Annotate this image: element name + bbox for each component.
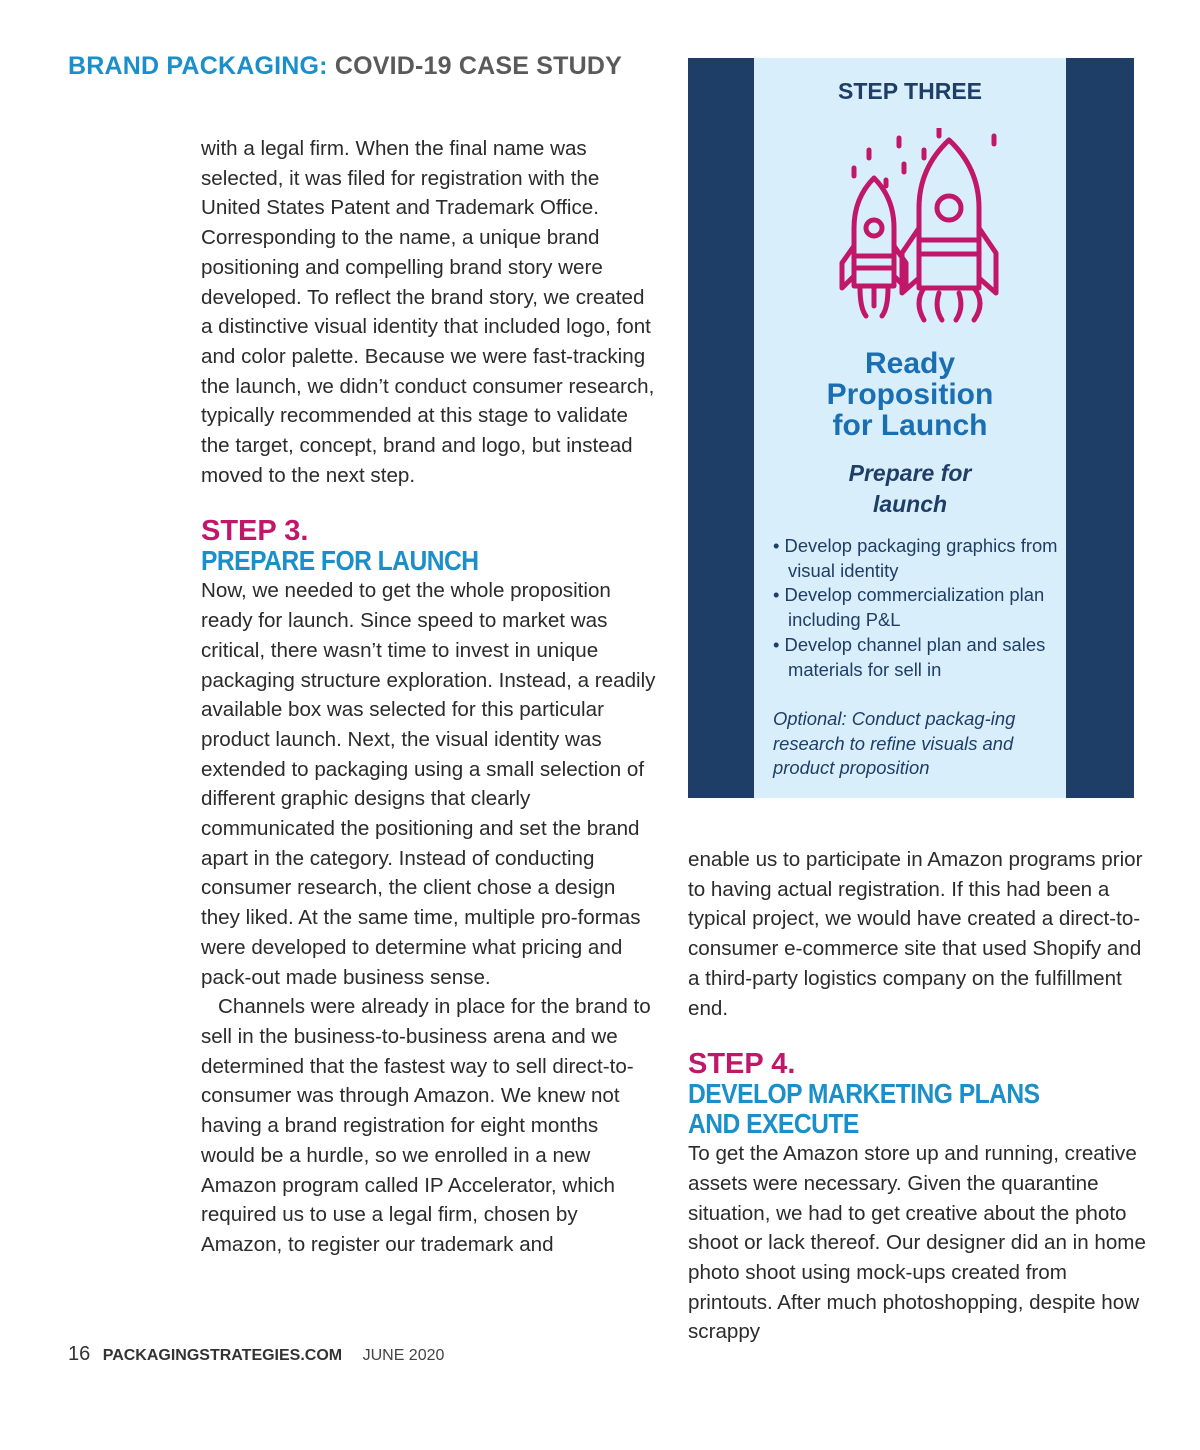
footer-date: JUNE 2020 — [362, 1347, 445, 1364]
step-three-sidebar — [688, 58, 1134, 798]
list-item: • Develop channel plan and sales materials for sell in — [773, 633, 1046, 680]
list-item: • Develop commercialization plan including P&L — [773, 584, 1045, 631]
header-brand: BRAND PACKAGING: — [68, 52, 328, 80]
paragraph: Now, we needed to get the whole proposition ready for launch. Since speed to market was critical, there wasn’t time to invest in unique packaging structure exploration. Instead, a readily available box was selected for this particular product launch. Next, the visual identity was extended to packaging using a small selection of different graphic designs that clearly communicated the positioning and set the brand apart in the category. Instead of conducting consumer research, the client chose a design they liked. At the same time, multiple pro-formas were developed to determine what pricing and pack-out made business sense. — [201, 579, 656, 989]
step4-number: STEP 4. — [688, 1048, 796, 1081]
sidebar-subtitle — [754, 458, 1066, 520]
sidebar-subtitle-line: Prepare for — [848, 460, 972, 486]
step3-number: STEP 3. — [201, 515, 309, 548]
rockets-icon — [814, 128, 1014, 328]
header-section: COVID-19 CASE STUDY — [334, 52, 623, 80]
paragraph: with a legal firm. When the final name was selected, it was filed for registration with the United States Patent and Trademark Office. Corresponding to the name, a unique brand positioning and compelling brand story were developed. To reflect the brand story, we created a distinctive visual identity that included logo, font and color palette. Because we were fast-tracking the launch, we didn’t conduct consumer research, typically recommended at this stage to validate the target, concept, brand and logo, but instead moved to the next step. — [201, 137, 655, 487]
step4-title-line: AND EXECUTE — [688, 1108, 859, 1140]
footer-site: PACKAGINGSTRATEGIES.COM — [102, 1347, 343, 1364]
sidebar-title-line: Proposition — [826, 378, 994, 411]
right-column — [688, 845, 1148, 1347]
sidebar-panel — [754, 58, 1066, 798]
paragraph: To get the Amazon store up and running, creative assets were necessary. Given the quarantine situation, we had to get creative about the photo shoot or lack thereof. Our designer did an in home photo shoot using mock-ups created from printouts. After much photoshopping, despite how scrappy — [688, 1142, 1146, 1344]
paragraph: enable us to participate in Amazon programs prior to having actual registration. If this had been a typical project, we would have created a direct-to-consumer e-commerce site that used Shopify and a third-party logistics company on the fulfillment end. — [688, 848, 1143, 1020]
sidebar-title — [754, 348, 1066, 441]
page-header — [68, 52, 622, 81]
sidebar-optional-note: Optional: Conduct packag-ing research to refine visuals and product proposition — [773, 708, 1016, 779]
step4-title — [688, 1079, 1093, 1139]
sidebar-step-label: STEP THREE — [838, 78, 982, 104]
sidebar-title-line: for Launch — [832, 409, 988, 442]
paragraph: Channels were already in place for the brand to sell in the business-to-business arena and we determined that the fastest way to sell direct-to-consumer was through Amazon. We knew not having a brand registration for eight months would be a hurdle, so we enrolled in a new Amazon program called IP Accelerator, which required us to use a legal firm, chosen by Amazon, to register our trademark and — [201, 995, 651, 1256]
page-number: 16 — [68, 1343, 91, 1365]
left-column — [201, 134, 656, 1260]
sidebar-bullet-list — [773, 534, 1063, 682]
sidebar-title-line: Ready — [864, 347, 956, 380]
step3-title: PREPARE FOR LAUNCH — [201, 545, 479, 577]
step4-title-line: DEVELOP MARKETING PLANS — [688, 1078, 1040, 1110]
sidebar-subtitle-line: launch — [872, 491, 948, 517]
list-item: • Develop packaging graphics from visual identity — [773, 535, 1058, 581]
page-footer — [68, 1343, 444, 1366]
